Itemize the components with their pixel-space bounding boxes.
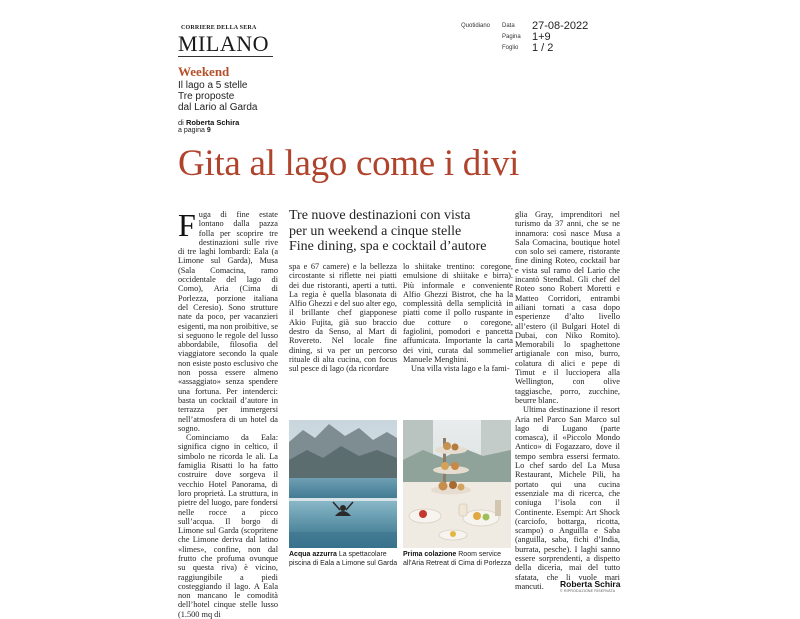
kicker: Weekend (178, 64, 230, 79)
newspaper-name: CORRIERE DELLA SERA (181, 25, 257, 31)
byline-name: Roberta Schira (185, 118, 240, 127)
caption-title: Acqua azzurra (289, 551, 337, 558)
paragraph: Una villa vista lago e la fami- (411, 364, 510, 374)
caption-text: Room service all’Aria Retreat di Cima di Porlezza (403, 551, 512, 567)
caption-pool (289, 551, 399, 568)
caption-title: Prima colazione (403, 551, 457, 558)
paragraph: Cominciamo da Eala: significa cigno in celtico, il simbolo ne ricorda le ali. La famiglia Risatti lo ha fatto costruire dove sorgeva il vecchio Hotel Panorama, di loro proprietà. La struttura, in pietre del luogo, pare fondersi nelle rocce a picco sull’acqua. Il borgo di Limone sul Garda (scopritene che Limone deriva dal latino «limes», confine, non dal frutto che profuma ovunque su questa riva) è vicino, raggiungibile a piedi costeggiando il lago. A Eala non mancano le comodità dell’hotel cinque stelle lusso (1.500 mq di (178, 433, 278, 619)
drop-cap: F (178, 207, 196, 243)
page-ref-prefix: a pagina (178, 127, 205, 134)
pool-photo-image (289, 420, 397, 548)
source-label: Quotidiano (461, 23, 491, 29)
paragraph: glia Gray, imprenditori nel turismo da 37 anni, che se ne innamora: così nasce Musa a Sala Comacina, boutique hotel con solo sei camere, ristorante fine dining Roteo, cocktail bar e vista sul ramo del Lario che incantò Stendhal. Gli chef del Roteo sono Robert Moretti e Matteo Corridori, entrambi ailiani tornati a casa dopo esperienze d’alto livello all’estero (il Bulgari Hotel di Dubai, con Niko Romito). Memorabili lo spaghettone artigianale con miso, burro, colatura di alici e pepe di Timut e il lucciopera alla Wellington, con olive taggiasche, porro, zucchine, beurre blanc. (515, 210, 620, 405)
paragraph: spa e 67 camere) e la bellezza circostante si riflette nei piatti dei due ristoranti, aperti a tutti. La regia è quella blasonata di Alfio Ghezzi e del suo alter ego, il brillante chef giapponese Akio Fujita, già suo braccio destro da Senso, al Mart di Rovereto. Nel locale fine dining, si va per un percorso rituale di alta cucina, con focus sul pesce di lago (da ricordare (289, 262, 397, 374)
article-column-1 (178, 207, 279, 619)
caption-text: La spettacolare piscina di Eala a Limone sul Garda (289, 551, 398, 567)
breakfast-photo (403, 420, 511, 548)
breakfast-photo-image (403, 420, 511, 548)
masthead-rule (178, 56, 273, 57)
caption-breakfast (403, 551, 515, 568)
article-signature: Roberta Schira (560, 579, 621, 589)
article-column-2 (289, 262, 397, 412)
page-value: 1+9 (532, 31, 551, 43)
sheet-value: 1 / 2 (532, 42, 554, 54)
page-reference (178, 127, 211, 134)
paragraph: uga di fine estate lontano dalla pazza folla per scoprire tre destinazioni sulle rive di tre laghi lombardi: Eala (a Limone sul Garda), Musa (Sala Comacina, ramo occidentale del lago di Como), Aria (Cima di Porlezza, porzione italiana del Ceresio). Sono strutture nate da poco, per vacanzieri esigenti, ma non proibitive, se si seguono le regole del lusso abbordabile, filosofia del viaggiatore secondo la quale non esiste posto esclusivo che non possa essere almeno «assaggiato» senza spendere una fortuna. Per intenderci: basta un cocktail d’autore in terrazza per immergersi nell’atmosfera di un hotel da sogno. (178, 210, 279, 433)
subhead (289, 208, 519, 255)
teaser-text (178, 80, 298, 113)
pool-photo (289, 420, 397, 548)
sheet-label: Foglio (502, 45, 519, 51)
subhead-line: Tre nuove destinazioni con vista (289, 208, 471, 223)
date-value: 27-08-2022 (532, 20, 589, 32)
subhead-line: Fine dining, spa e cocktail d’autore (289, 239, 487, 254)
paragraph: Ultima destinazione il resort Aria nel Parco San Marco sul lago di Lugano (parte comasca), il «Piccolo Mondo Antico» di Fogazzaro, dove il tempo sembra essersi fermato. Lo chef sardo del La Musa Restaurant, Michele Pili, ha portato qui una cucina essenziale ma di ricerca, che coniuga l’isola con il Continente. Esempi: Art Shock (carciofo, bottarga, ricotta, scampo) o Anguilla e Saba (anguilla, saba, fichi d’India, burrata, pesche). I laghi sanno essere sorprendenti, a dispetto della dicerìa, mai del tutto sfatata, che li vuole mari mancuti. (515, 405, 620, 591)
teaser-line: Il lago a 5 stelle (178, 80, 248, 91)
headline: Gita al lago come i divi (178, 143, 520, 184)
paragraph: lo shiitake trentino: coregone, emulsione di shiitake e birra). Più informale e conveniente Alfio Ghezzi Bistrot, che ha la complessità della semplicità in piatti come il pollo ruspante in due cotture o coregone, fagiolini, pomodori e pancetta affumicata. Importante la carta dei vini, curata dal sommelier Manuele Menghini. (403, 262, 513, 364)
date-label: Data (502, 23, 515, 29)
copyright-notice: © RIPRODUZIONE RISERVATA (560, 589, 616, 593)
subhead-line: per un weekend a cinque stelle (289, 223, 462, 239)
teaser-line: dal Lario al Garda (178, 102, 258, 113)
edition-name: MILANO (178, 31, 269, 56)
teaser-line: Tre proposte (178, 91, 235, 102)
article-column-3 (403, 262, 513, 414)
page-label: Pagina (502, 34, 521, 40)
teaser-byline (178, 118, 239, 127)
byline-prefix: di (178, 118, 184, 127)
page-ref-number: 9 (206, 127, 211, 134)
